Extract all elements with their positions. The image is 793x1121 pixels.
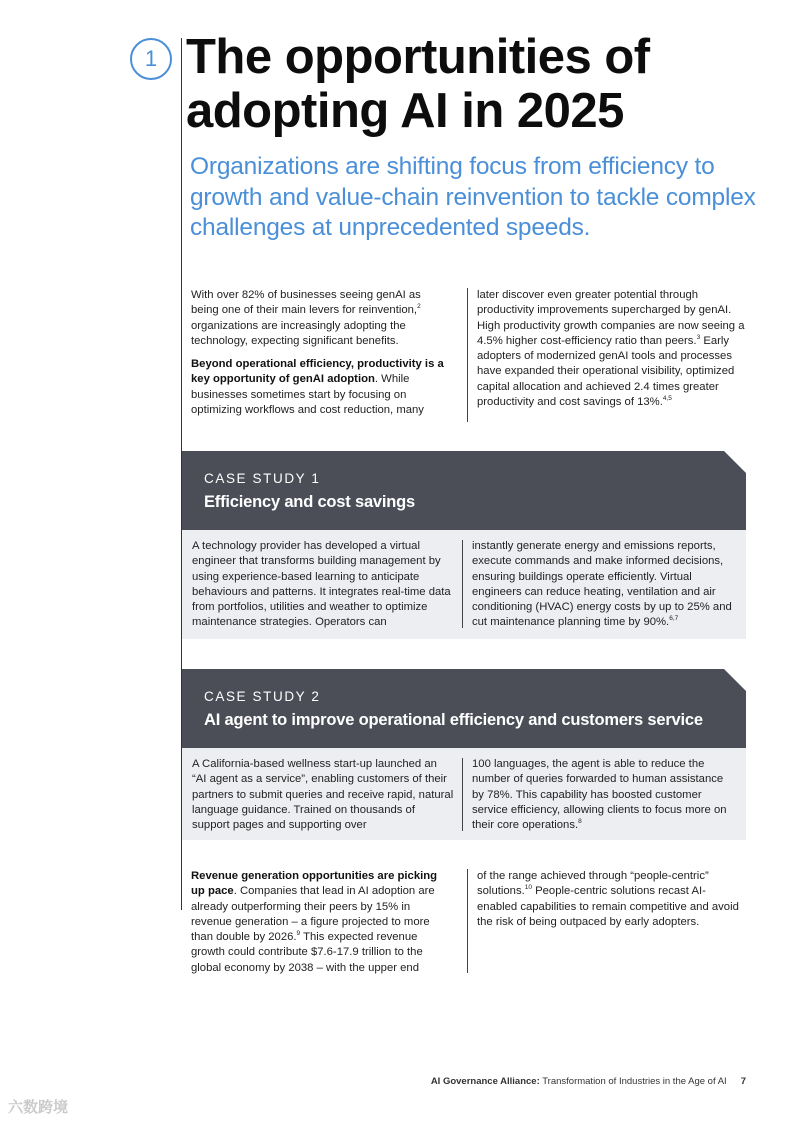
footnote-ref: 9 [296,930,301,938]
footnote-ref: 10 [524,884,532,892]
page-title [186,30,776,138]
case-study-2-body [182,748,746,840]
chapter-number: 1 [144,46,158,71]
footnote-ref: 4,5 [662,395,672,403]
footnote-ref: 2 [417,303,421,311]
revenue-paragraph-cont [477,869,745,930]
intro-left-column [191,288,451,426]
case-study-1-left-text: A technology provider has developed a virtual engineer that transforms building management by using experience-based learning to anticipate behaviours and patterns. It integrates real-time data from portfolios, utilities and weather to optimize maintenance strategies. Operators can [192,540,451,629]
case-study-2-right-copy: 100 languages, the agent is able to reduce the number of queries forwarded to human assistance by 78%. This capability has boosted customer service efficiency, allowing clients to focus more on their core operations. [472,758,727,832]
case-study-2-title: AI agent to improve operational efficiency and customers service [204,711,703,729]
case-study-1-kicker: CASE STUDY 1 [204,471,321,486]
column-divider [462,758,463,831]
revenue-paragraph [191,869,449,976]
footer-org: AI Governance Alliance: [430,1076,540,1087]
intro-p1-text: With over 82% of businesses seeing genAI as being one of their main levers for reinvention, [191,289,421,317]
intro-paragraph-3 [477,288,745,410]
revenue-right-column [477,869,745,938]
revenue-bold-lead: Revenue generation opportunities are picking up pace [191,870,438,898]
case-study-1-title: Efficiency and cost savings [204,493,416,511]
page-footer [431,1076,746,1087]
footnote-ref: 8 [578,818,582,826]
intro-p3-text: later discover even greater potential through productivity improvements supercharged by genAI. High productivity growth companies are now seeing a 4.5% higher cost-efficiency ratio than peers. [477,289,745,347]
revenue-text-cont: This expected revenue growth could contribute $7.6-17.9 trillion to the global economy by 2038 – with the upper end [191,931,423,974]
case-study-2-right-text [472,757,738,833]
intro-p2-bold: Beyond operational efficiency, productivity is a key opportunity of genAI adoption [191,358,444,386]
case-study-2-header [182,669,746,748]
page-title-line-2: adopting AI in 2025 [186,84,624,138]
column-divider [467,288,468,422]
watermark-logo: 六数跨境 [8,1099,69,1116]
corner-notch [724,451,746,473]
intro-p3-text-cont: Early adopters of modernized genAI tools and processes have expanded their operational visibility, optimized capital allocation and achieved 2.4 times greater productivity and cost savings of 13%. [477,334,735,409]
case-study-2-left-text: A California-based wellness start-up launched an “AI agent as a service”, enabling customers of their partners to submit queries and receive rapid, natural language guidance. Trained on thousands of support pages and supporting over [192,758,454,832]
case-study-1-right-text [472,539,738,631]
case-study-1-body [182,530,746,639]
page-title-line-1: The opportunities of [186,30,650,84]
revenue-text: . Companies that lead in AI adoption are already outperforming their peers by 15% in revenue generation – a figure projected to more than double by 2026. [191,885,435,944]
column-divider [467,869,468,973]
revenue-right-text-cont: People-centric solutions recast AI-enabled capabilities to remain competitive and avoid the risk of being outpaced by early adopters. [477,885,739,928]
case-study-1-header [182,451,746,530]
intro-paragraph-2 [191,357,451,418]
intro-paragraph-1 [191,288,451,349]
intro-right-column [477,288,745,418]
footnote-ref: 6,7 [669,615,679,623]
revenue-left-column [191,869,449,984]
case-study-2-kicker: CASE STUDY 2 [204,689,321,704]
page-number: 7 [740,1076,746,1087]
case-study-1-right-copy: instantly generate energy and emissions reports, execute commands and make informed decisions, ensuring buildings operate efficiently. Virtual engineers can reduce heating, ventilation and air conditioning (HVAC) energy costs by up to 25% and cut maintenance planning time by 90%. [472,540,732,629]
intro-p1-text-cont: organizations are increasingly adopting the technology, expecting significant benefits. [191,319,406,347]
column-divider [462,540,463,628]
page-subtitle: Organizations are shifting focus from efficiency to growth and value-chain reinvention to tackle complex challenges at unprecedented speeds. [190,153,756,241]
footer-doc-title: Transformation of Industries in the Age of AI [539,1076,727,1087]
intro-p2-text: . While businesses sometimes start by focusing on optimizing workflows and cost reduction, many [191,373,424,417]
chapter-number-badge [130,38,172,80]
corner-notch [724,669,746,691]
footnote-ref: 3 [696,334,701,342]
revenue-right-text: of the range achieved through “people-centric” solutions. [477,870,709,898]
